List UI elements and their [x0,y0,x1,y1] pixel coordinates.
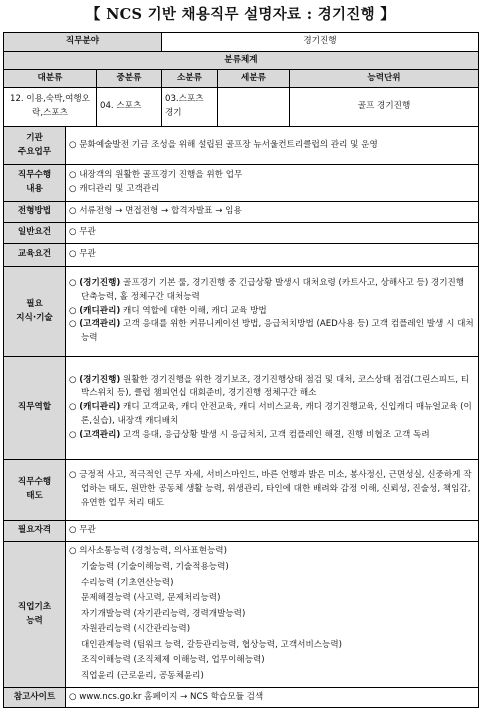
skill-item: ○ (캐디관리) 캐디 역할에 대한 이해, 캐디 교육 방법 [69,305,267,316]
attitude-label: 직무수행 태도 [4,460,66,521]
general-value: ○ 무관 [66,223,479,244]
duty-content-row [4,165,479,202]
ability-item: 문제해결능력 (사고력, 문제처리능력) [81,593,221,604]
process-value: ○ 서류전형 → 면접전형 → 합격자발표 → 임용 [66,202,479,223]
role-item: ○ (고객관리) 고객 응대, 응급상황 발생 시 응급처치, 고객 컴플레인 해결, 진행 비협조 고객 독려 [69,429,430,440]
skill-item: ○ (고객관리) 고객 응대를 위한 커뮤니케이션 방법, 응급처치방법 (AED사용 등) 고객 컴플레인 발생 시 대처능력 [69,319,474,344]
role-key: (경기진행) [79,374,121,385]
classification-columns-row [4,70,479,88]
class-detail [218,88,290,127]
ability-item: 수리능력 (기초연산능력) [81,577,174,588]
class-minor: 03.스포츠 경기 [162,88,218,127]
reference-label: 참고사이트 [4,688,66,708]
duty-item: ○ 내장객의 원활한 골프경기 진행을 위한 업무 [69,170,243,181]
roles-row [4,357,479,460]
basic-ability-label: 직업기초 능력 [4,542,66,688]
basic-ability-row [4,542,479,688]
ability-item: 자원관리능력 (시간관리능력) [81,624,191,635]
role-key: (캐디관리) [79,402,121,413]
col-minor: 소분류 [162,70,218,88]
attitude-value: ○ 긍정적 사고, 적극적인 근무 자세, 서비스마인드, 바른 언행과 밝은 미소, 봉사정신, 근면성실, 신중하게 작업하는 태도, 원만한 공동체 생활 능력, 위생관리, 타인에 대한 배려와 감정 이해, 신뢰성, 진술성, 책임감, 유연한 업무 처리 태도 [69,470,472,508]
duty-content-label: 직무수행 내용 [4,165,66,202]
skill-key: (고객관리) [79,319,121,330]
process-label: 전형방법 [4,202,66,223]
ability-item: 대인관계능력 (팀워크 능력, 갈등관리능력, 협상능력, 고객서비스능력) [81,639,343,650]
col-unit: 능력단위 [290,70,479,88]
classification-header: 분류체계 [4,52,479,70]
class-major: 12. 이용,숙박,여행오락,스포츠 [4,88,97,127]
qualification-value: ○ 무관 [66,521,479,542]
ability-item: 자기개발능력 (자기관리능력, 경력개발능력) [81,608,246,619]
col-detail: 세분류 [218,70,290,88]
org-duty-row [4,127,479,165]
attitude-row [4,460,479,521]
role-key: (고객관리) [79,429,121,440]
duty-content-cell [66,165,479,202]
roles-content [66,357,479,460]
qualification-label: 필요자격 [4,521,66,542]
org-duty-label: 기관 주요업무 [4,127,66,165]
ability-item: 기술능력 (기술이해능력, 기술적용능력) [81,561,229,572]
col-middle: 중분류 [97,70,162,88]
process-row [4,202,479,223]
role-item: ○ (경기진행) 원활한 경기진행을 위한 경기보조, 경기진행상태 점검 및 대처, 코스상태 점검(그린스피드, 티박스위치 등), 클럽 챔피언십 대회준비, 경기진행 정체구간 해소 [69,374,470,399]
job-field-row [4,33,479,52]
org-duty-item: ○ 문화예술발전 기금 조성을 위해 설립된 골프장 뉴서울컨트리클럽의 관리 및 운영 [69,139,378,150]
job-field-value: 경기진행 [162,33,479,52]
general-label: 일반요건 [4,223,66,244]
basic-ability-content [66,542,479,688]
skill-key: (캐디관리) [79,305,121,316]
attitude-content [66,460,479,521]
skills-content [66,267,479,357]
class-middle: 04. 스포츠 [97,88,162,127]
general-row [4,223,479,244]
skill-key: (경기진행) [79,278,121,289]
classification-values-row [4,88,479,127]
reference-link[interactable]: ○ www.ncs.go.kr 홈페이지 → NCS 학습모듈 검색 [66,688,479,708]
duty-item: ○ 캐디관리 및 고객관리 [69,184,160,194]
skills-label: 필요 지식·기술 [4,267,66,357]
roles-label: 직무역할 [4,357,66,460]
ability-item: 조직이해능력 (조직체제 이해능력, 업무이해능력) [81,655,265,666]
education-label: 교육요건 [4,244,66,267]
org-duty-content [66,127,479,165]
classification-header-row [4,52,479,70]
role-item: ○ (캐디관리) 캐디 고객교육, 캐디 안전교육, 캐디 서비스교육, 캐디 경기진행교육, 신입캐디 매뉴얼교육 (이론,실습), 내장객 캐디배치 [69,402,472,426]
ability-item: ○ 의사소통능력 (경청능력, 의사표현능력) [69,546,227,557]
skill-item: ○ (경기진행) 골프경기 기본 룰, 경기진행 중 긴급상황 발생시 대처요령 (카트사고, 상해사고 등) 경기진행 단축능력, 홀 정체구간 대처능력 [69,278,465,302]
reference-row [4,688,479,708]
document-title: 【 NCS 기반 채용직무 설명자료 : 경기진행 】 [85,6,396,23]
class-unit: 골프 경기진행 [290,88,479,127]
job-description-table [3,32,479,708]
education-row [4,244,479,267]
education-value: ○ 무관 [66,244,479,267]
ability-item: 직업윤리 (근로윤리, 공동체윤리) [81,671,204,682]
skills-row [4,267,479,357]
col-major: 대분류 [4,70,97,88]
qualification-row [4,521,479,542]
job-field-label: 직무분야 [4,33,162,52]
